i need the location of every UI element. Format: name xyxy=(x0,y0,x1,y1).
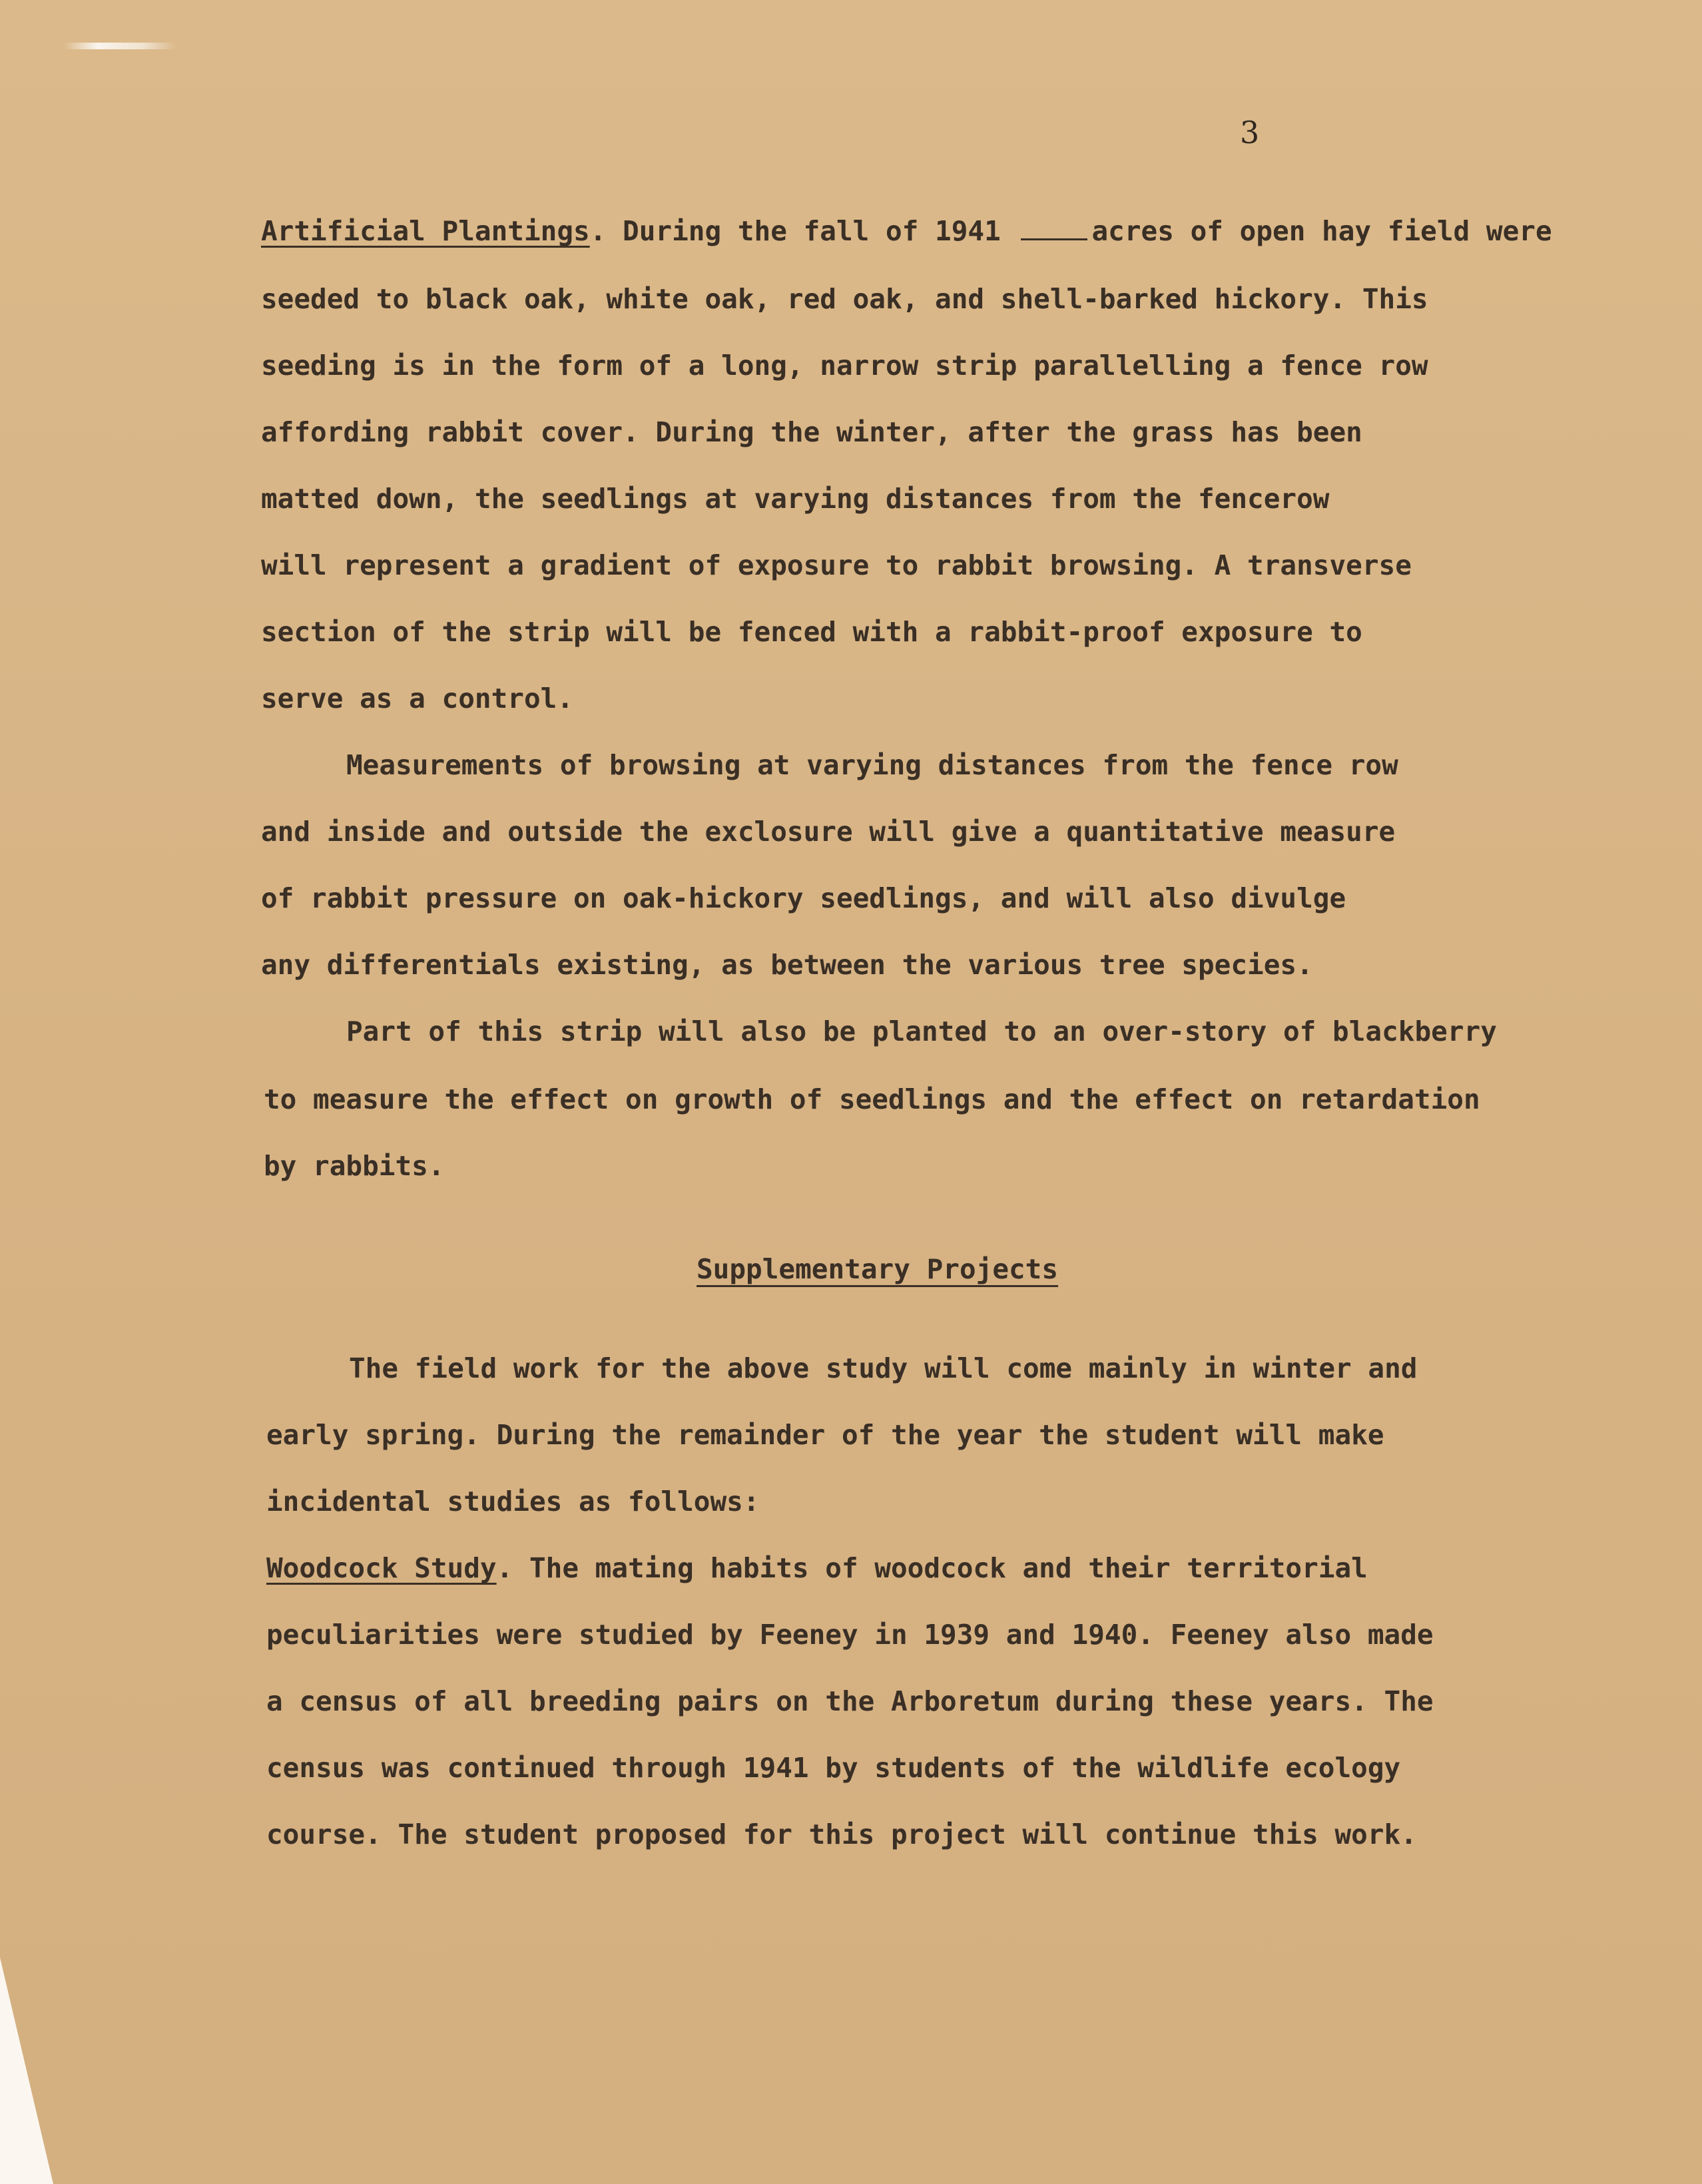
text-line: to measure the effect on growth of seedlings and the effect on retardation xyxy=(264,1083,1480,1115)
text-line: census was continued through 1941 by students of the wildlife ecology xyxy=(266,1752,1401,1784)
page-number: 3 xyxy=(1240,115,1260,150)
blank-field xyxy=(1021,218,1087,240)
text-line: incidental studies as follows: xyxy=(266,1486,760,1517)
text-line: peculiarities were studied by Feeney in 1939 and 1940. Feeney also made xyxy=(266,1619,1434,1651)
text-line: seeding is in the form of a long, narrow strip parallelling a fence row xyxy=(261,350,1428,382)
text-line: and inside and outside the exclosure will give a quantitative measure xyxy=(261,816,1396,848)
text-line: serve as a control. xyxy=(261,682,573,714)
text-line: by rabbits. xyxy=(264,1150,445,1182)
paper-smudge xyxy=(63,43,176,49)
text-line: Measurements of browsing at varying distances from the fence row xyxy=(346,749,1398,781)
section-title-artificial-plantings: Artificial Plantings xyxy=(261,215,590,247)
torn-corner xyxy=(0,1958,53,2184)
heading-supplementary-projects: Supplementary Projects xyxy=(697,1253,1059,1285)
text-line: Part of this strip will also be planted to an over-story of blackberry xyxy=(346,1015,1497,1047)
text-line: of rabbit pressure on oak-hickory seedlings, and will also divulge xyxy=(261,882,1346,914)
text-line: will represent a gradient of exposure to rabbit browsing. A transverse xyxy=(261,549,1412,581)
text-line: The field work for the above study will come mainly in winter and xyxy=(349,1352,1418,1384)
text-fragment: . During the fall of 1941 xyxy=(589,215,1017,247)
section-title-woodcock-study: Woodcock Study xyxy=(266,1552,497,1584)
text-line xyxy=(261,214,1552,248)
text-line: early spring. During the remainder of the year the student will make xyxy=(266,1419,1384,1451)
text-line xyxy=(266,1551,1368,1585)
text-line: a census of all breeding pairs on the Arboretum during these years. The xyxy=(266,1685,1434,1717)
text-line: any differentials existing, as between the various tree species. xyxy=(261,949,1313,981)
text-line: matted down, the seedlings at varying distances from the fencerow xyxy=(261,483,1330,515)
text-fragment: . The mating habits of woodcock and their territorial xyxy=(496,1552,1368,1584)
text-line: affording rabbit cover. During the winter, after the grass has been xyxy=(261,416,1362,448)
text-line: course. The student proposed for this project will continue this work. xyxy=(266,1818,1417,1850)
text-fragment: acres of open hay field were xyxy=(1091,215,1552,247)
text-line: section of the strip will be fenced with a rabbit-proof exposure to xyxy=(261,616,1362,648)
text-line: seeded to black oak, white oak, red oak, and shell-barked hickory. This xyxy=(261,283,1428,315)
